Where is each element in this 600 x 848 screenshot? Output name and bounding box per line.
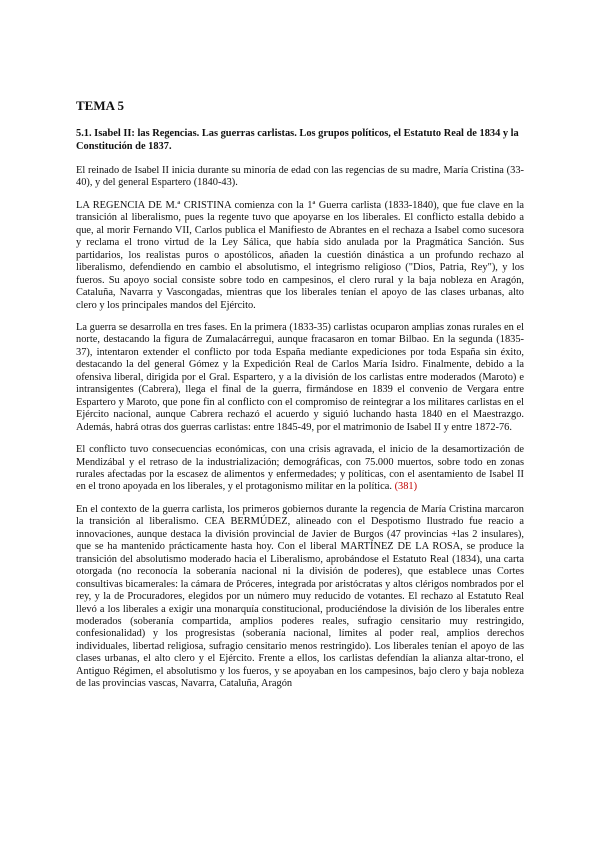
section-title: 5.1. Isabel II: las Regencias. Las guerras carlistas. Los grupos políticos, el Estatuto Real de 1834 y la Constitución de 1837. (76, 128, 519, 152)
paragraph-regencia: LA REGENCIA DE M.ª CRISTINA comienza con la 1ª Guerra carlista (1833-1840), que fue clave en la transición al liberalismo, pues la regente tuvo que apoyarse en los liberales. El conflicto estalla debido a que, al morir Fernando VII, Carlos publica el Manifiesto de Abrantes en el rechaza a Isabel como sucesora y reclama el trono virtud de la Ley Sálica, que había sido anulada por la Pragmática Sanción. Sus partidarios, los realistas puros o apostólicos, añaden la cuestión dinástica a un profundo rechazo al liberalismo, defendiendo en cambio el absolutismo, el integrismo religioso ("Dios, Patria, Rey"), y los fueros. Su apoyo social consiste sobre todo en campesinos, el clero rural y la baja nobleza en Aragón, Cataluña, Navarra y Vascongadas, mientras que los liberales tenían el apoyo de las clases urbanas, alto clero y los principales mandos del Ejército. (76, 199, 524, 311)
document-heading: TEMA 5 (76, 98, 125, 113)
paragraph-consecuencias (76, 444, 524, 494)
reference-mark[interactable]: (381) (394, 481, 418, 493)
paragraph-guerra-fases: La guerra se desarrolla en tres fases. En la primera (1833-35) carlistas ocuparon amplias zonas rurales en el norte, destacando la figura de Zumalacárregui, aunque fracasaron en tomar Bilbao. En la segunda (1835-37), intentaron extender el conflicto por toda España mediante expediciones por toda España sin éxito, destacando la del general Gómez y la Expedición Real de Carlos María Isidro. Finalmente, debido a la ofensiva liberal, dirigida por el Gral. Espartero, y a la división de los carlistas entre moderados (Maroto) e intransigentes (Cabrera), llega el final de la guerra, firmándose en 1839 el convenio de Vergara entre Espartero y Maroto, que pone fin al conflicto con el compromiso de reintegrar a los militares carlistas en el Ejército nacional, aunque Cabrera rechazó el acuerdo y siguió luchando hasta 1840 en el Maestrazgo. Además, habrá otras dos guerras carlistas: entre 1845-49, por el matrimonio de Isabel II y entre 1872-76. (76, 321, 524, 433)
paragraph-consecuencias-text: El conflicto tuvo consecuencias económicas, con una crisis agravada, el inicio de la desamortización de Mendizábal y el retraso de la industrialización; demográficas, con 75.000 muertos, sobre todo en zonas rurales afectadas por la escasez de alimentos y enfermedades; y políticas, con el asentamiento de Isabel II en el trono apoyada en los liberales, y el protagonismo militar en la política. (76, 444, 524, 493)
paragraph-gobiernos: En el contexto de la guerra carlista, los primeros gobiernos durante la regencia de María Cristina marcaron la transición al liberalismo. CEA BERMÚDEZ, alineado con el Despotismo Ilustrado fue reacio a innovaciones, aunque destaca la división provincial de Javier de Burgos (47 provincias +las 2 insulares), que se ha mantenido prácticamente hasta hoy. Con el liberal MARTÍNEZ DE LA ROSA, se produce la transición del absolutismo moderado hacia el Liberalismo, aprobándose el Estatuto Real (1834), una carta otorgada (no reconocía la soberanía nacional ni la división de poderes), que establece unas Cortes consultivas bicamerales: la cámara de Próceres, integrada por aristócratas y altos clérigos nombrados por el rey, y la de Procuradores, elegidos por un número muy reducido de votantes. El rechazo al Estatuto Real llevó a los liberales a exigir una monarquía constitucional, produciéndose la división de los liberales entre moderados (soberanía compartida, amplios poderes reales, sufragio censitario muy restringido, confesionalidad) y los progresistas (soberanía nacional, límites al poder real, amplios derechos individuales, libertad religiosa, sufragio censitario menos restringido). Los liberales tenían el apoyo de las clases urbanas, el alto clero y el Ejército. Frente a ellos, los carlistas defendían la alianza altar-trono, el Antiguo Régimen, el absolutismo y los fueros, y se apoyaban en los campesinos, bajo clero y baja nobleza de las provincias vascas, Navarra, Cataluña, Aragón (76, 503, 524, 690)
paragraph-intro: El reinado de Isabel II inicia durante su minoría de edad con las regencias de su madre, María Cristina (33-40), y del general Espartero (1840-43). (76, 165, 524, 189)
